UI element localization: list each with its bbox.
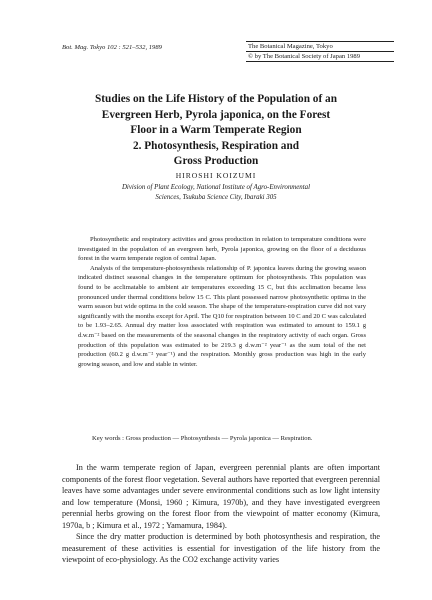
keywords: Key words : Gross production — Photosynthesis — Pyrola japonica — Respiration. xyxy=(92,435,313,442)
journal-citation xyxy=(62,44,162,51)
journal-name: The Botanical Magazine, Tokyo xyxy=(248,43,333,50)
title-line-5: Gross Production xyxy=(173,155,259,168)
bottom-rule xyxy=(246,61,394,62)
affiliation-line-2: Sciences, Tsukuba Science City, Ibaraki 305 xyxy=(155,194,277,202)
copyright-line: © by The Botanical Society of Japan 1989 xyxy=(248,53,361,60)
abstract-paragraph-1: Photosynthetic and respiratory activities and gross production in relation to temperature conditions were investigated in the population of an evergreen herb, Pyrola japonica, growing on the floor of a deciduous forest in the warm temperate region of central Japan. xyxy=(78,236,366,263)
title-line-1: Studies on the Life History of the Population of an xyxy=(95,93,337,105)
body-paragraph-2: Since the dry matter production is determined by both photosynthesis and respiration, the measurement of these activities is essential for investigation of the life history from the viewpoint of eco-physiology. As the CO2 exchange activity varies xyxy=(62,532,380,564)
title-line-4: 2. Photosynthesis, Respiration and xyxy=(132,139,300,152)
introduction-text xyxy=(62,462,380,566)
journal-copyright-box xyxy=(246,41,394,62)
paper-title xyxy=(40,92,392,170)
title-line-3: Floor in a Warm Temperate Region xyxy=(130,124,302,137)
affiliation-line-1: Division of Plant Ecology, National Institute of Agro-Environmental xyxy=(121,184,311,191)
abstract xyxy=(78,235,366,369)
abstract-paragraph-2: Analysis of the temperature-photosynthesis relationship of P. japonica leaves during the growing season indicated distinct seasonal changes in the temperature optimum for photosynthesis. This population was found to be acclimatable to ambient air temperatures exceeding 15 C, but this acclimation became less pronounced under thermal conditions below 15 C. This plant possessed narrow photosynthetic optima in the warm season but wide optima in the cold season. The shape of the temperature-respiration curve did not vary significantly with the months except for April. The Q10 for respiration between 10 C and 20 C was calculated to be 1.93–2.65. Annual dry matter loss associated with respiration was estimated to amount to 159.1 g d.w.m⁻² based on the measurements of the seasonal changes in the respiratory activity of each organ. Gross production of this population was estimated to be 219.3 g d.w.m⁻² year⁻¹ as the sum total of the net production (60.2 g d.w.m⁻² year⁻¹) and the respiration. Monthly gross production was high in the early growing season, and low and stable in winter. xyxy=(78,264,366,368)
title-line-2: Evergreen Herb, Pyrola japonica, on the Forest xyxy=(101,108,331,121)
citation-text: Bot. Mag. Tokyo 102 : 521–532, 1989 xyxy=(62,44,162,51)
author-name: HIROSHI KOIZUMI xyxy=(175,171,257,180)
affiliation xyxy=(60,183,372,203)
body-paragraph-1: In the warm temperate region of Japan, evergreen perennial plants are often important components of the forest floor vegetation. Several authors have reported that evergreen perennial leaves have some advantages under severe environmental conditions such as low light intensity and low temperature (Monsi, 1960 ; Kimura, 1970b), and they have investigated evergreen perennial herbs growing on the forest floor from the viewpoint of matter economy (Kimura, 1970a, b ; Kimura et al., 1972 ; Yamamura, 1984). xyxy=(62,463,380,530)
